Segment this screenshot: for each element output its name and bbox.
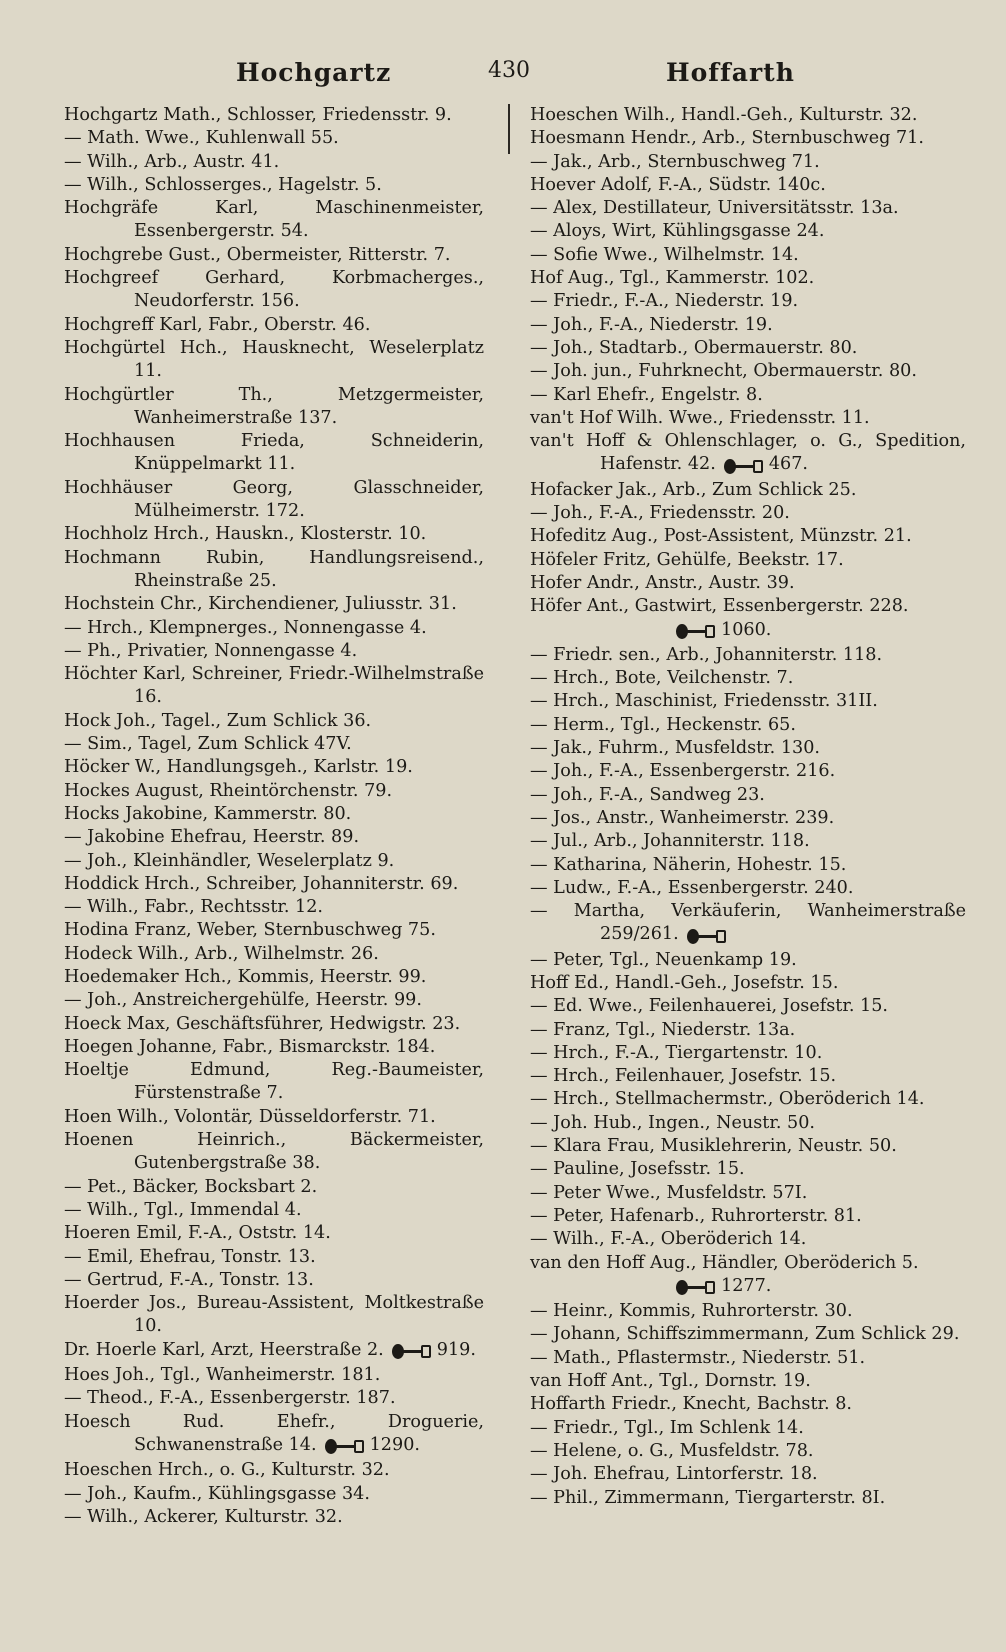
directory-entry: [64, 826, 484, 849]
phone-number: 1290.: [369, 1434, 420, 1455]
directory-entry: [530, 854, 966, 877]
entry-text: — Hrch., Klempnerges., Nonnengasse 4.: [64, 617, 427, 638]
directory-entry: [64, 1459, 484, 1482]
directory-entry: [64, 1364, 484, 1387]
entry-text: Hodeck Wilh., Arb., Wilhelmstr. 26.: [64, 943, 379, 964]
entry-text: — Joh., F.-A., Essenbergerstr. 216.: [530, 761, 836, 782]
entry-text: — Phil., Zimmermann, Tiergarterstr. 8I.: [530, 1487, 886, 1508]
directory-entry: [64, 873, 484, 896]
directory-entry: [530, 784, 966, 807]
directory-entry: [530, 877, 966, 900]
directory-entry: [530, 1088, 966, 1111]
entry-text: — Wilh., Arb., Austr. 41.: [64, 151, 280, 172]
directory-entry: [64, 1059, 484, 1106]
directory-entry: [64, 174, 484, 197]
directory-entry: [530, 430, 966, 479]
directory-entry: [530, 314, 966, 337]
entry-text: — Helene, o. G., Musfeldstr. 78.: [530, 1440, 814, 1461]
directory-entry: [530, 151, 966, 174]
entry-text: — Wilh., Ackerer, Kulturstr. 32.: [64, 1506, 343, 1527]
entry-text: — Jul., Arb., Johanniterstr. 118.: [530, 831, 810, 852]
directory-entry: [530, 1463, 966, 1486]
directory-entry: [64, 640, 484, 663]
directory-entry: [530, 1019, 966, 1042]
directory-entry: [530, 337, 966, 360]
directory-entry: [530, 1300, 966, 1323]
directory-entry: [64, 1269, 484, 1292]
directory-entry: [530, 407, 966, 430]
entry-text: — Ed. Wwe., Feilenhauerei, Josefstr. 15.: [530, 996, 888, 1017]
telephone-receiver-icon: [392, 1341, 431, 1364]
directory-entry: [64, 803, 484, 826]
directory-entry: [64, 989, 484, 1012]
entry-text: Hofeditz Aug., Post-Assistent, Münzstr. 21.: [530, 526, 912, 547]
entry-text: — Wilh., Fabr., Rechtsstr. 12.: [64, 897, 324, 918]
directory-entry: [530, 1042, 966, 1065]
directory-entry: [64, 943, 484, 966]
directory-entry: [64, 1387, 484, 1410]
entry-text: Hocks Jakobine, Kammerstr. 80.: [64, 803, 352, 824]
entry-text: Höfeler Fritz, Gehülfe, Beekstr. 17.: [530, 549, 844, 570]
directory-entry: [64, 477, 484, 524]
directory-entry: [64, 1129, 484, 1176]
entry-text: — Peter, Hafenarb., Ruhrorterstr. 81.: [530, 1205, 862, 1226]
directory-entry: [64, 1411, 484, 1460]
entry-text: Hof Aug., Tgl., Kammerstr. 102.: [530, 268, 815, 289]
directory-entry: [64, 244, 484, 267]
page-number: 430: [488, 58, 530, 83]
entry-text: Hochstein Chr., Kirchendiener, Juliusstr. 31.: [64, 594, 457, 615]
entry-text: Hoesch Rud. Ehefr., Droguerie, Schwanenstraße 14.: [64, 1411, 484, 1455]
phone-number: 467.: [768, 454, 809, 475]
entry-text: Hochgräfe Karl, Maschinenmeister, Essenbergerstr. 54.: [64, 198, 484, 242]
column-divider: [508, 104, 510, 154]
entry-text: — Hrch., Stellmachermstr., Oberöderich 14.: [530, 1089, 925, 1110]
directory-entry: [530, 1158, 966, 1181]
directory-entry: [530, 595, 966, 644]
entry-text: — Friedr. sen., Arb., Johanniterstr. 118.: [530, 644, 883, 665]
directory-entry: [530, 1347, 966, 1370]
directory-entry: [530, 1182, 966, 1205]
directory-entry: [530, 525, 966, 548]
entry-text: — Hrch., Bote, Veilchenstr. 7.: [530, 668, 794, 689]
entry-text: van't Hoff & Ohlenschlager, o. G., Spedition, Hafenstr. 42.: [530, 431, 966, 475]
directory-entry: [64, 1036, 484, 1059]
entry-text: Hoen Wilh., Volontär, Düsseldorferstr. 71.: [64, 1106, 436, 1127]
directory-entry: [530, 1205, 966, 1228]
entry-text: Hochholz Hrch., Hauskn., Klosterstr. 10.: [64, 524, 427, 545]
directory-entry: [64, 850, 484, 873]
directory-entry: [64, 197, 484, 244]
entry-text: Dr. Hoerle Karl, Arzt, Heerstraße 2.: [64, 1339, 384, 1360]
entry-text: Hoeschen Wilh., Handl.-Geh., Kulturstr. 32.: [530, 105, 918, 125]
directory-entry: [530, 479, 966, 502]
directory-entry: [64, 1246, 484, 1269]
entry-text: Hoeck Max, Geschäftsführer, Hedwigstr. 23.: [64, 1013, 461, 1034]
entry-text: Hodina Franz, Weber, Sternbuschweg 75.: [64, 920, 436, 941]
directory-entry: [530, 1323, 966, 1346]
entry-text: — Joh., Kaufm., Kühlingsgasse 34.: [64, 1483, 370, 1504]
entry-text: — Katharina, Näherin, Hohestr. 15.: [530, 854, 847, 875]
entry-text: — Pet., Bäcker, Bocksbart 2.: [64, 1176, 318, 1197]
entry-text: — Joh., Stadtarb., Obermauerstr. 80.: [530, 337, 858, 358]
directory-entry: [530, 1370, 966, 1393]
entry-text: — Joh., Anstreichergehülfe, Heerstr. 99.: [64, 990, 422, 1011]
directory-entry: [530, 244, 966, 267]
entry-text: Hofer Andr., Anstr., Austr. 39.: [530, 572, 795, 593]
entry-text: Hofacker Jak., Arb., Zum Schlick 25.: [530, 479, 857, 500]
directory-entry: [64, 1176, 484, 1199]
directory-entry: [530, 267, 966, 290]
directory-entry: [64, 733, 484, 756]
right-column: [530, 104, 966, 1510]
telephone-receiver-icon: [676, 1277, 715, 1300]
directory-entry: [530, 290, 966, 313]
directory-entry: [64, 710, 484, 733]
entry-text: Hochhausen Frieda, Schneiderin, Knüppelmarkt 11.: [64, 431, 484, 475]
directory-entry: [64, 337, 484, 384]
entry-text: van den Hoff Aug., Händler, Oberöderich 5.: [530, 1252, 919, 1273]
entry-text: — Johann, Schiffszimmermann, Zum Schlick 29.: [530, 1324, 960, 1345]
entry-text: Hoffarth Friedr., Knecht, Bachstr. 8.: [530, 1394, 852, 1415]
entry-text: — Theod., F.-A., Essenbergerstr. 187.: [64, 1388, 396, 1409]
entry-text: Hochgartz Math., Schlosser, Friedensstr. 9.: [64, 105, 452, 125]
entry-text: — Emil, Ehefrau, Tonstr. 13.: [64, 1246, 316, 1267]
entry-text: van't Hof Wilh. Wwe., Friedensstr. 11.: [530, 407, 870, 428]
directory-entry: [530, 549, 966, 572]
directory-entry: [64, 1222, 484, 1245]
entry-text: Hock Joh., Tagel., Zum Schlick 36.: [64, 710, 372, 731]
directory-entry: [530, 900, 966, 949]
entry-text: — Karl Ehefr., Engelstr. 8.: [530, 384, 763, 405]
directory-entry: [64, 1013, 484, 1036]
entry-text: Hoegen Johanne, Fabr., Bismarckstr. 184.: [64, 1036, 436, 1057]
entry-text: — Peter Wwe., Musfeldstr. 57I.: [530, 1182, 808, 1203]
entry-text: — Joh., F.-A., Sandweg 23.: [530, 784, 765, 805]
entry-text: Hoesmann Hendr., Arb., Sternbuschweg 71.: [530, 128, 924, 149]
directory-entry: [530, 995, 966, 1018]
directory-entry: [64, 127, 484, 150]
directory-entry: [64, 896, 484, 919]
entry-text: Hochgürtel Hch., Hausknecht, Weselerplatz 11.: [64, 337, 484, 382]
telephone-receiver-icon: [687, 925, 726, 948]
directory-entry: [530, 1393, 966, 1416]
directory-entry: [530, 1112, 966, 1135]
entry-text: — Franz, Tgl., Niederstr. 13a.: [530, 1019, 796, 1040]
telephone-receiver-icon: [724, 455, 763, 478]
directory-entry: [530, 949, 966, 972]
entry-text: — Joh. Hub., Ingen., Neustr. 50.: [530, 1112, 816, 1133]
entry-text: Hochgrebe Gust., Obermeister, Ritterstr. 7.: [64, 244, 451, 265]
entry-text: Höchter Karl, Schreiner, Friedr.-Wilhelmstraße 16.: [64, 664, 484, 708]
directory-entry: [64, 663, 484, 710]
directory-entry: [64, 966, 484, 989]
entry-text: — Heinr., Kommis, Ruhrorterstr. 30.: [530, 1301, 853, 1322]
entry-text: — Joh. jun., Fuhrknecht, Obermauerstr. 80.: [530, 361, 917, 382]
directory-entry: [530, 1487, 966, 1510]
entry-text: — Hrch., Maschinist, Friedensstr. 31II.: [530, 691, 878, 712]
entry-text: — Gertrud, F.-A., Tonstr. 13.: [64, 1269, 314, 1290]
entry-text: Hochhäuser Georg, Glasschneider, Mülheimerstr. 172.: [64, 477, 484, 522]
directory-entry: [530, 174, 966, 197]
directory-entry: [530, 572, 966, 595]
entry-text: — Friedr., F.-A., Niederstr. 19.: [530, 291, 799, 312]
phone-number: 1277.: [721, 1275, 772, 1296]
directory-entry: [64, 1339, 484, 1364]
entry-text: — Math., Pflastermstr., Niederstr. 51.: [530, 1347, 866, 1368]
phone-number: 1060.: [721, 619, 772, 640]
entry-text: — Joh. Ehefrau, Lintorferstr. 18.: [530, 1464, 818, 1485]
directory-entry: [530, 384, 966, 407]
entry-text: — Friedr., Tgl., Im Schlenk 14.: [530, 1417, 804, 1438]
directory-entry: [530, 667, 966, 690]
entry-text: — Herm., Tgl., Heckenstr. 65.: [530, 714, 796, 735]
entry-text: — Hrch., F.-A., Tiergartenstr. 10.: [530, 1042, 823, 1063]
entry-text: Hochgreff Karl, Fabr., Oberstr. 46.: [64, 314, 371, 335]
directory-entry: [530, 220, 966, 243]
entry-text: — Joh., Kleinhändler, Weselerplatz 9.: [64, 850, 395, 871]
directory-entry: [64, 1106, 484, 1129]
directory-entry: [530, 760, 966, 783]
entry-text: Hoeltje Edmund, Reg.-Baumeister, Fürstenstraße 7.: [64, 1060, 484, 1104]
entry-text: — Joh., F.-A., Friedensstr. 20.: [530, 503, 790, 524]
entry-text: — Wilh., Schlosserges., Hagelstr. 5.: [64, 174, 382, 195]
entry-text: — Klara Frau, Musiklehrerin, Neustr. 50.: [530, 1136, 897, 1157]
directory-entry: [530, 830, 966, 853]
directory-entry: [530, 127, 966, 150]
entry-text: — Hrch., Feilenhauer, Josefstr. 15.: [530, 1066, 837, 1087]
directory-entry: [530, 1065, 966, 1088]
directory-entry: [530, 197, 966, 220]
entry-text: — Pauline, Josefsstr. 15.: [530, 1159, 745, 1180]
directory-entry: [64, 104, 484, 127]
directory-entry: [64, 384, 484, 431]
directory-entry: [64, 523, 484, 546]
phone-number: 919.: [436, 1339, 476, 1360]
entry-text: — Jakobine Ehefrau, Heerstr. 89.: [64, 827, 360, 848]
directory-entry: [64, 151, 484, 174]
directory-entry: [64, 1506, 484, 1529]
entry-text: — Jak., Fuhrm., Musfeldstr. 130.: [530, 738, 821, 759]
directory-entry: [530, 690, 966, 713]
entry-text: — Ph., Privatier, Nonnengasse 4.: [64, 640, 358, 661]
entry-text: van Hoff Ant., Tgl., Dornstr. 19.: [530, 1371, 811, 1392]
entry-text: Hoever Adolf, F.-A., Südstr. 140c.: [530, 174, 826, 195]
telephone-receiver-icon: [676, 621, 715, 644]
directory-entry: [530, 714, 966, 737]
header-right-keyword: Hoffarth: [666, 58, 795, 87]
directory-entry: [530, 1440, 966, 1463]
directory-entry: [64, 1292, 484, 1339]
directory-entry: [64, 593, 484, 616]
entry-text: Höfer Ant., Gastwirt, Essenbergerstr. 228.: [530, 596, 909, 617]
directory-entry: [64, 780, 484, 803]
directory-entry: [64, 267, 484, 314]
telephone-receiver-icon: [325, 1436, 364, 1459]
directory-entry: [64, 1483, 484, 1506]
directory-entry: [64, 919, 484, 942]
entry-text: — Wilh., F.-A., Oberöderich 14.: [530, 1229, 807, 1250]
entry-text: Hoff Ed., Handl.-Geh., Josefstr. 15.: [530, 972, 839, 993]
directory-entry: [64, 547, 484, 594]
directory-entry: [64, 430, 484, 477]
entry-text: — Martha, Verkäuferin, Wanheimerstraße 259/261.: [530, 901, 966, 945]
entry-text: Hoeren Emil, F.-A., Oststr. 14.: [64, 1223, 331, 1244]
left-column: [64, 104, 484, 1529]
entry-text: — Alex, Destillateur, Universitätsstr. 13a.: [530, 198, 899, 219]
entry-text: Höcker W., Handlungsgeh., Karlstr. 19.: [64, 757, 413, 778]
entry-text: Hoddick Hrch., Schreiber, Johanniterstr. 69.: [64, 873, 459, 894]
entry-text: Hoerder Jos., Bureau-Assistent, Moltkestraße 10.: [64, 1293, 484, 1337]
entry-text: — Jak., Arb., Sternbuschweg 71.: [530, 151, 820, 172]
directory-entry: [64, 314, 484, 337]
directory-entry: [530, 1417, 966, 1440]
directory-entry: [64, 617, 484, 640]
directory-entry: [530, 360, 966, 383]
entry-text: — Peter, Tgl., Neuenkamp 19.: [530, 949, 797, 970]
entry-text: — Wilh., Tgl., Immendal 4.: [64, 1199, 302, 1220]
header-left-keyword: Hochgartz: [236, 58, 392, 87]
directory-entry: [530, 972, 966, 995]
entry-text: Hoeschen Hrch., o. G., Kulturstr. 32.: [64, 1460, 390, 1481]
entry-text: Hoes Joh., Tgl., Wanheimerstr. 181.: [64, 1365, 381, 1386]
entry-text: Hoenen Heinrich., Bäckermeister, Gutenbergstraße 38.: [64, 1130, 484, 1174]
entry-text: Hochgreef Gerhard, Korbmacherges., Neudorferstr. 156.: [64, 268, 484, 312]
directory-entry: [530, 1252, 966, 1301]
directory-entry: [530, 1135, 966, 1158]
directory-entry: [530, 644, 966, 667]
entry-text: — Sofie Wwe., Wilhelmstr. 14.: [530, 244, 799, 265]
directory-entry: [530, 737, 966, 760]
entry-text: Hochgürtler Th., Metzgermeister, Wanheimerstraße 137.: [64, 384, 484, 428]
entry-text: — Math. Wwe., Kuhlenwall 55.: [64, 128, 339, 149]
directory-entry: [64, 756, 484, 779]
entry-text: — Aloys, Wirt, Kühlingsgasse 24.: [530, 221, 825, 242]
directory-entry: [530, 1228, 966, 1251]
directory-entry: [530, 104, 966, 127]
entry-text: Hoedemaker Hch., Kommis, Heerstr. 99.: [64, 966, 427, 987]
entry-text: — Joh., F.-A., Niederstr. 19.: [530, 314, 773, 335]
entry-text: — Jos., Anstr., Wanheimerstr. 239.: [530, 807, 835, 828]
directory-entry: [530, 807, 966, 830]
entry-text: — Ludw., F.-A., Essenbergerstr. 240.: [530, 877, 854, 898]
entry-text: Hockes August, Rheintörchenstr. 79.: [64, 780, 393, 801]
entry-text: — Sim., Tagel, Zum Schlick 47V.: [64, 734, 352, 755]
entry-text: Hochmann Rubin, Handlungsreisend., Rheinstraße 25.: [64, 547, 484, 591]
directory-entry: [64, 1199, 484, 1222]
directory-entry: [530, 502, 966, 525]
